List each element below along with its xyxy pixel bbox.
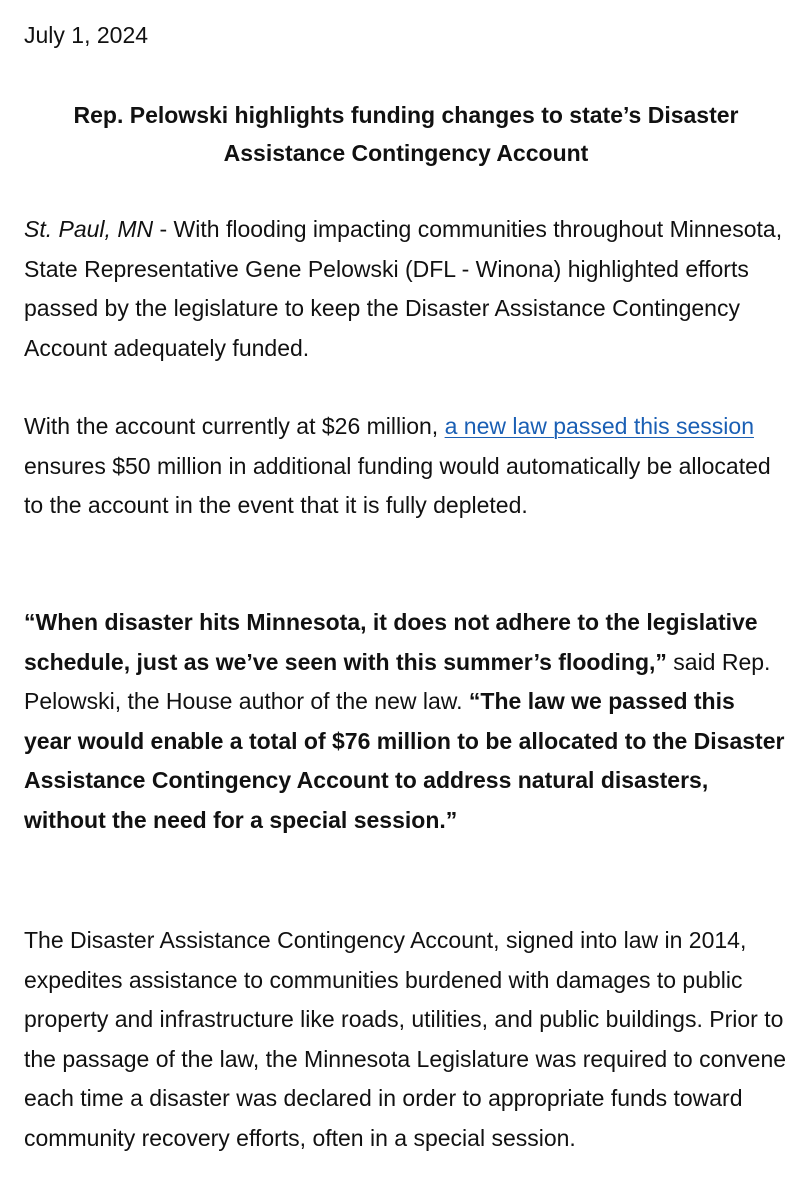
- intro-text: - With flooding impacting communities throughout Minnesota, State Representative Gene Pelowski (DFL - Winona) highlighted efforts passed by the legislature to keep the Disaster Assistance Contingency Account adequately funded.: [24, 216, 783, 361]
- headline: Rep. Pelowski highlights funding changes to state’s Disaster Assistance Contingency Account: [73, 102, 739, 166]
- paragraph-intro: [24, 210, 788, 368]
- quote-one: “When disaster hits Minnesota, it does not adhere to the legislative schedule, just as we’ve seen with this summer’s flooding,”: [24, 609, 758, 675]
- release-date: July 1, 2024: [24, 22, 149, 48]
- quote-attribution: said Rep. Pelowski, the House author of the new law.: [24, 648, 771, 714]
- dateline: St. Paul, MN: [24, 216, 154, 242]
- funding-text-after-link: ensures $50 million in additional funding would automatically be allocated to the account in the event that it is fully depleted.: [24, 452, 771, 518]
- quote-two: “The law we passed this year would enable a total of $76 million to be allocated to the Disaster Assistance Contingency Account to address natural disasters, without the need for a special session.”: [24, 688, 785, 833]
- new-law-link[interactable]: a new law passed this session: [444, 413, 754, 439]
- funding-text-before-link: With the account currently at $26 million,: [24, 413, 445, 439]
- paragraph-background: The Disaster Assistance Contingency Account, signed into law in 2014, expedites assistance to communities burdened with damages to public property and infrastructure like roads, utilities, and public buildings. Prior to the passage of the law, the Minnesota Legislature was required to convene each time a disaster was declared in order to appropriate funds toward community recovery efforts, often in a special session.: [24, 927, 787, 1151]
- paragraph-quote: [24, 603, 788, 840]
- paragraph-funding: [24, 407, 788, 526]
